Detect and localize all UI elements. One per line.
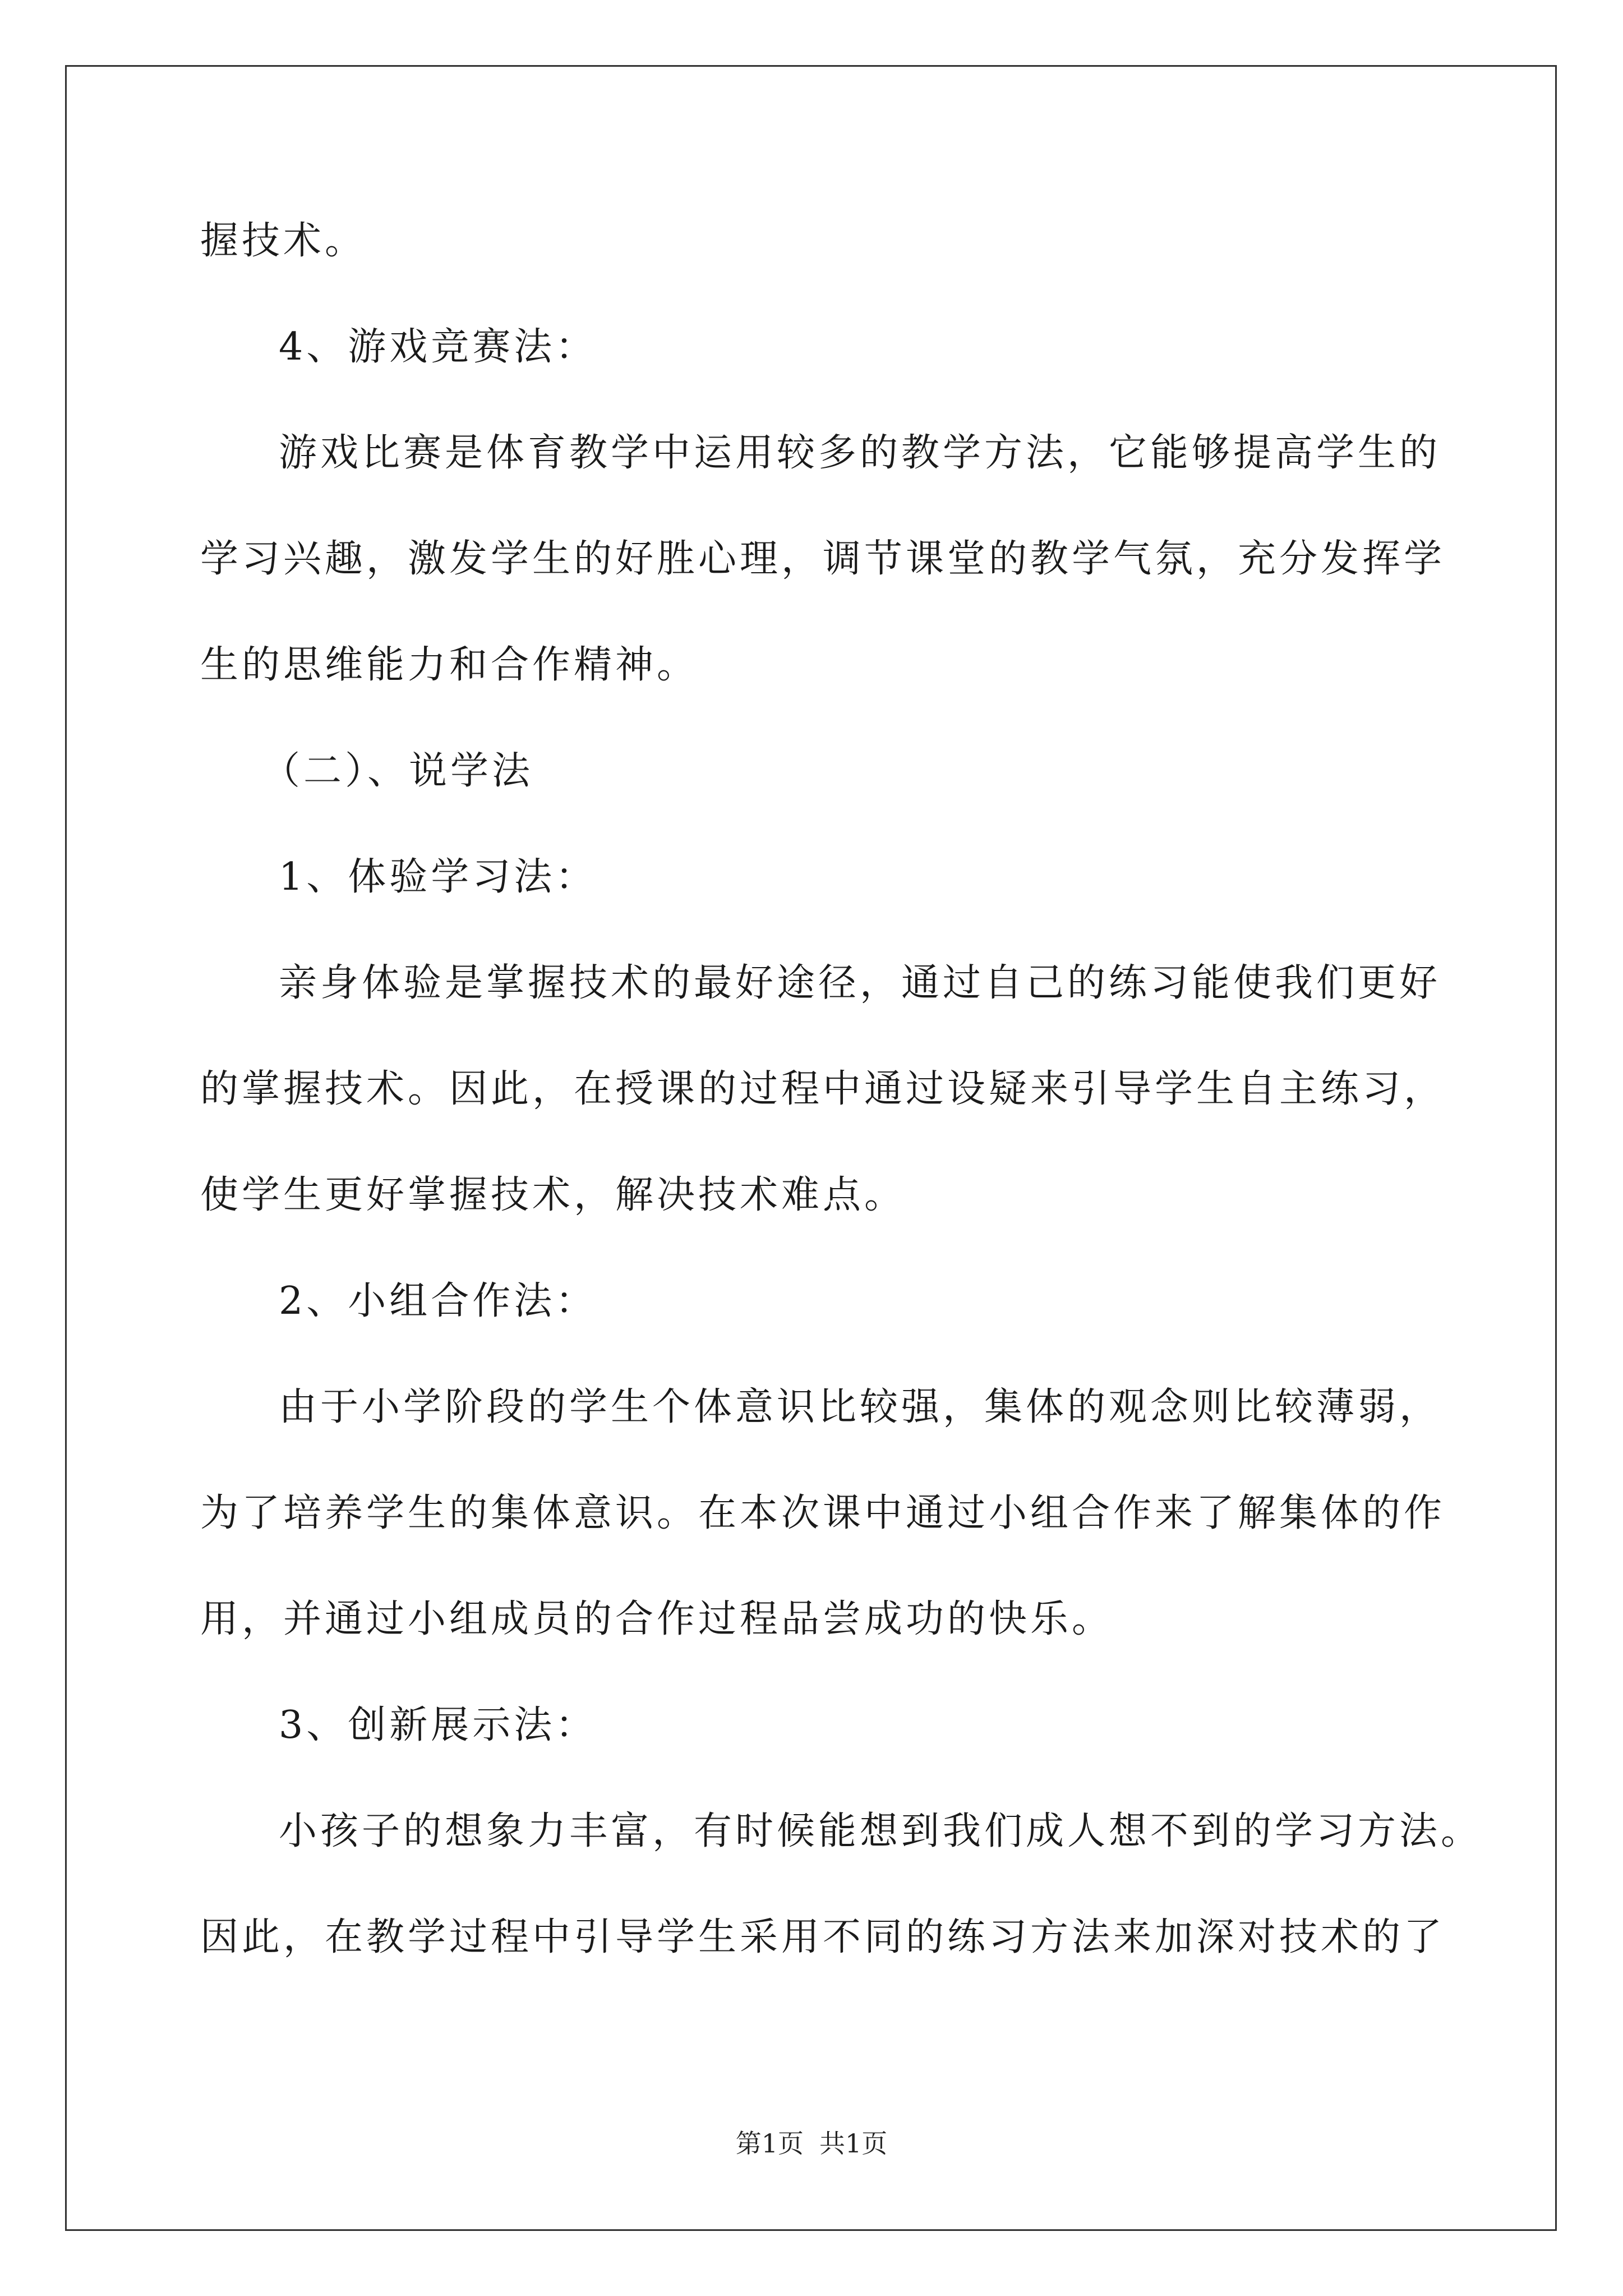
text-line: 小孩子的想象力丰富，有时候能想到我们成人想不到的学习方法。 xyxy=(279,1809,1483,1853)
section-heading: （二）、说学法 xyxy=(262,749,534,793)
text-line: 由于小学阶段的学生个体意识比较强，集体的观念则比较薄弱， xyxy=(279,1385,1441,1429)
page-border xyxy=(65,65,1557,2231)
section-heading: 3、创新展示法： xyxy=(279,1703,597,1747)
text-line: 使学生更好掌握技术，解决技术难点。 xyxy=(200,1173,906,1217)
text-line: 为了培养学生的集体意识。在本次课中通过小组合作来了解集体的作 xyxy=(200,1491,1446,1535)
page-count: 共1页 xyxy=(819,2128,888,2159)
text-line: 游戏比赛是体育教学中运用较多的教学方法，它能够提高学生的 xyxy=(279,431,1441,475)
text-line: 的掌握技术。因此，在授课的过程中通过设疑来引导学生自主练习， xyxy=(200,1067,1446,1111)
text-line: 用，并通过小组成员的合作过程品尝成功的快乐。 xyxy=(200,1597,1114,1641)
section-heading: 2、小组合作法： xyxy=(279,1279,597,1323)
text-line: 因此，在教学过程中引导学生采用不同的练习方法来加深对技术的了 xyxy=(200,1915,1446,1959)
text-line: 生的思维能力和合作精神。 xyxy=(200,643,699,687)
text-line: 亲身体验是掌握技术的最好途径，通过自己的练习能使我们更好 xyxy=(279,961,1441,1005)
text-line: 学习兴趣，激发学生的好胜心理，调节课堂的教学气氛，充分发挥学 xyxy=(200,537,1446,581)
page-number: 第1页 xyxy=(735,2128,804,2159)
section-heading: 1、体验学习法： xyxy=(279,855,597,899)
section-heading: 4、游戏竞赛法： xyxy=(279,325,597,369)
page-footer xyxy=(0,2128,1623,2159)
text-line: 握技术。 xyxy=(200,219,367,263)
